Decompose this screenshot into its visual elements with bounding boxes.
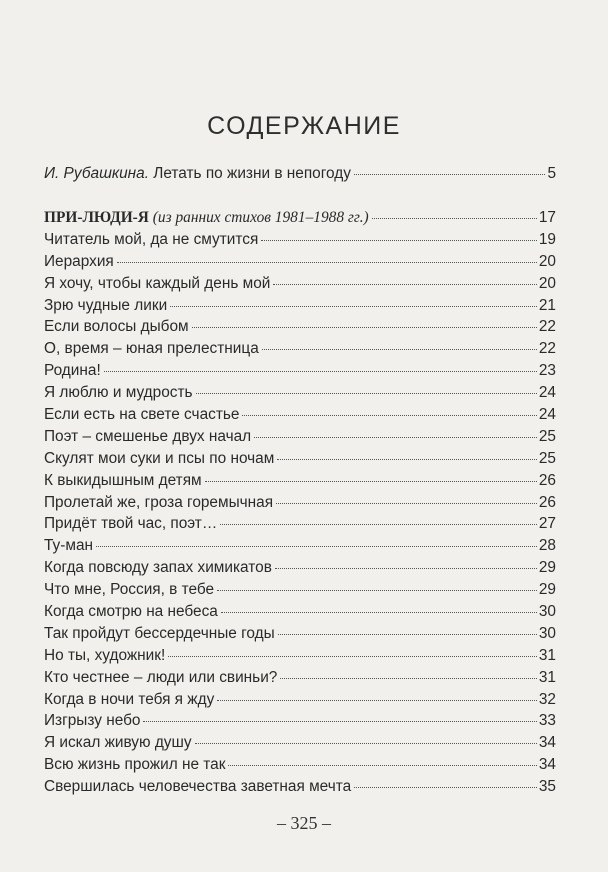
leader-dots <box>117 262 537 263</box>
page-ref: 32 <box>538 690 556 708</box>
toc-entry-title: Родина! <box>44 362 101 380</box>
page-title: СОДЕРЖАНИЕ <box>207 112 401 140</box>
toc-section-heading[interactable] <box>44 207 556 229</box>
page-ref: 33 <box>538 712 556 730</box>
toc-entry-title: Ту-ман <box>44 537 93 555</box>
toc-entry[interactable] <box>44 557 556 579</box>
page-number: – 325 – <box>277 813 331 833</box>
toc-entry-title: Что мне, Россия, в тебе <box>44 581 215 599</box>
toc-entry-title: Иерархия <box>44 252 114 270</box>
page-ref: 25 <box>538 427 556 445</box>
page-ref: 28 <box>538 537 556 555</box>
toc-intro <box>44 163 556 185</box>
page-ref: 17 <box>538 209 556 226</box>
page-ref: 24 <box>538 384 556 402</box>
toc-entry-title: Я хочу, чтобы каждый день мой <box>44 274 271 292</box>
toc-entry-title: Но ты, художник! <box>44 646 166 664</box>
toc-entry[interactable] <box>44 382 556 404</box>
toc-entry[interactable] <box>44 470 556 492</box>
toc-entry[interactable] <box>44 426 556 448</box>
toc-entry-title: Зрю чудные лики <box>44 296 168 314</box>
page-ref: 20 <box>538 252 556 270</box>
toc-entry[interactable] <box>44 667 556 689</box>
toc-entry-title: К выкидышным детям <box>44 471 202 489</box>
page-ref: 34 <box>538 734 556 752</box>
leader-dots <box>96 546 537 547</box>
toc-entry[interactable] <box>44 754 556 776</box>
page-ref: 22 <box>538 340 556 358</box>
page-ref: 22 <box>538 318 556 336</box>
leader-dots <box>372 218 537 219</box>
leader-dots <box>262 349 537 350</box>
page-ref: 21 <box>538 296 556 314</box>
toc-entry-intro[interactable] <box>44 163 556 185</box>
leader-dots <box>205 481 537 482</box>
toc-entry[interactable] <box>44 710 556 732</box>
toc-entry-title: Кто честнее – люди или свиньи? <box>44 668 278 686</box>
toc-entry-title: Если волосы дыбом <box>44 318 189 336</box>
leader-dots <box>228 765 536 766</box>
toc-entry-title: Я люблю и мудрость <box>44 384 193 402</box>
toc-entry[interactable] <box>44 535 556 557</box>
toc-entry-title: Пролетай же, гроза горемычная <box>44 493 274 511</box>
toc-entry-title: Придёт твой час, поэт… <box>44 515 218 533</box>
toc-entry[interactable] <box>44 404 556 426</box>
toc-entry[interactable] <box>44 645 556 667</box>
page-ref: 20 <box>538 274 556 292</box>
toc-entry-title: Я искал живую душу <box>44 734 192 752</box>
leader-dots <box>217 700 537 701</box>
toc-entry[interactable] <box>44 229 556 251</box>
page-ref: 19 <box>538 230 556 248</box>
leader-dots <box>273 284 536 285</box>
leader-dots <box>104 371 537 372</box>
leader-dots <box>220 524 537 525</box>
section-subtitle: (из ранних стихов 1981–1988 гг.) <box>148 209 369 226</box>
leader-dots <box>143 721 536 722</box>
toc-entry-title: Скулят мои суки и псы по ночам <box>44 449 275 467</box>
leader-dots <box>277 459 537 460</box>
page-ref: 26 <box>538 493 556 511</box>
page-ref: 31 <box>538 668 556 686</box>
toc-entry[interactable] <box>44 273 556 295</box>
toc-entry[interactable] <box>44 623 556 645</box>
leader-dots <box>278 634 537 635</box>
page-ref: 24 <box>538 406 556 424</box>
leader-dots <box>217 590 537 591</box>
leader-dots <box>221 612 537 613</box>
toc-entry-title: Когда в ночи тебя я жду <box>44 690 215 708</box>
page-ref: 30 <box>538 603 556 621</box>
leader-dots <box>276 503 537 504</box>
toc-entry[interactable] <box>44 579 556 601</box>
toc-entry[interactable] <box>44 732 556 754</box>
toc-entry-title: Всю жизнь прожил не так <box>44 756 226 774</box>
leader-dots <box>275 568 537 569</box>
page-ref: 26 <box>538 471 556 489</box>
toc-entry-title: Свершилась человечества заветная мечта <box>44 778 352 796</box>
toc-entry-title: Поэт – смешенье двух начал <box>44 427 252 445</box>
toc-entry-title: Если есть на свете счастье <box>44 406 240 424</box>
leader-dots <box>261 240 537 241</box>
page-ref: 29 <box>538 559 556 577</box>
page-ref: 25 <box>538 449 556 467</box>
leader-dots <box>254 437 537 438</box>
page-ref: 34 <box>538 756 556 774</box>
toc-entry[interactable] <box>44 776 556 798</box>
toc-entry[interactable] <box>44 601 556 623</box>
leader-dots <box>242 415 536 416</box>
leader-dots <box>192 327 537 328</box>
section-title: ПРИ-ЛЮДИ-Я <box>44 209 149 226</box>
page-ref: 27 <box>538 515 556 533</box>
leader-dots <box>168 656 537 657</box>
toc-entry[interactable] <box>44 295 556 317</box>
toc-entry[interactable] <box>44 316 556 338</box>
leader-dots <box>354 174 546 175</box>
leader-dots <box>195 743 537 744</box>
page-ref: 23 <box>538 362 556 380</box>
intro-title: Летать по жизни в непогоду <box>148 165 351 182</box>
page-ref: 35 <box>538 778 556 796</box>
leader-dots <box>196 393 537 394</box>
toc-entry[interactable] <box>44 338 556 360</box>
page-ref: 5 <box>547 165 556 182</box>
leader-dots <box>170 306 537 307</box>
page-ref: 30 <box>538 624 556 642</box>
toc-entry[interactable] <box>44 492 556 514</box>
leader-dots <box>280 678 537 679</box>
page-ref: 31 <box>538 646 556 664</box>
page-ref: 29 <box>538 581 556 599</box>
toc-entry[interactable] <box>44 360 556 382</box>
intro-author: И. Рубашкина. <box>44 165 149 182</box>
toc-entry[interactable] <box>44 448 556 470</box>
toc-entry[interactable] <box>44 513 556 535</box>
leader-dots <box>354 787 537 788</box>
toc-entry-title: Изгрызу небо <box>44 712 141 730</box>
toc-entry[interactable] <box>44 251 556 273</box>
toc-entry-title: Читатель мой, да не смутится <box>44 230 259 248</box>
toc-entry-title: Когда смотрю на небеса <box>44 603 218 621</box>
toc-entry-title: Так пройдут бессердечные годы <box>44 624 275 642</box>
toc-entry[interactable] <box>44 689 556 711</box>
toc-entry-title: Когда повсюду запах химикатов <box>44 559 272 577</box>
toc-entry-title: О, время – юная прелестница <box>44 340 259 358</box>
toc-list <box>44 207 556 798</box>
